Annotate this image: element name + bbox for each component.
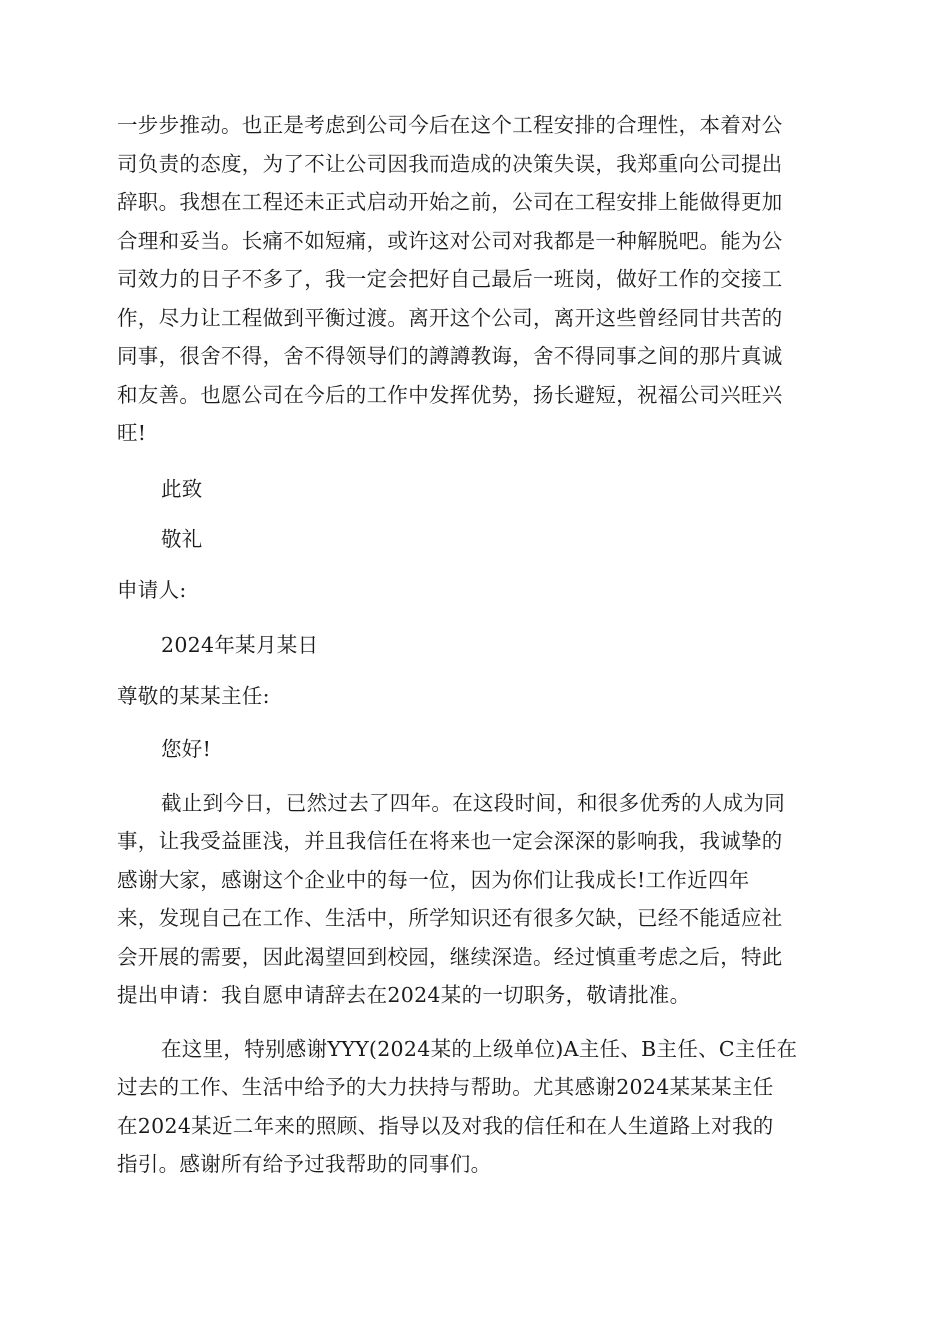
text-line: 司效力的日子不多了，我一定会把好自己最后一班岗，做好工作的交接工 bbox=[117, 267, 783, 291]
paragraph-reason bbox=[117, 784, 833, 1015]
letter-date: 2024年某月某日 bbox=[161, 633, 319, 657]
text-line: 和友善。也愿公司在今后的工作中发挥优势，扬长避短，祝福公司兴旺兴 bbox=[117, 382, 783, 407]
text-line: 辞职。我想在工程还未正式启动开始之前，公司在工程安排上能做得更加 bbox=[117, 190, 783, 214]
paragraph-resignation-continuation bbox=[117, 106, 833, 453]
text-line: 感谢大家，感谢这个企业中的每一位，因为你们让我成长!工作近四年 bbox=[117, 867, 750, 892]
letter-greeting: 您好! bbox=[161, 737, 212, 761]
text-line: 同事，很舍不得，舍不得领导们的譐譐教诲，舍不得同事之间的那片真诚 bbox=[117, 344, 783, 368]
text-line: 指引。感谢所有给予过我帮助的同事们。 bbox=[117, 1152, 492, 1176]
closing-regards: 此致 bbox=[161, 476, 203, 501]
text-line: 在这里，特别感谢YYY(2024某的上级单位)A主任、B主任、C主任在 bbox=[161, 1036, 798, 1061]
text-line: 作，尽力让工程做到平衡过渡。离开这个公司，离开这些曾经同甘共苦的 bbox=[117, 305, 783, 330]
text-line: 来，发现自己在工作、生活中，所学知识还有很多欠缺，已经不能适应社 bbox=[117, 906, 783, 930]
text-line: 在2024某近二年来的照顾、指导以及对我的信任和在人生道路上对我的 bbox=[117, 1113, 774, 1138]
text-line: 截止到今日，已然过去了四年。在这段时间，和很多优秀的人成为同 bbox=[161, 790, 785, 815]
paragraph-thanks bbox=[117, 1030, 833, 1184]
closing-salute: 敬礼 bbox=[161, 527, 203, 551]
document-body bbox=[117, 106, 833, 1184]
text-line: 会开展的需要，因此渴望回到校园，继续深造。经过慎重考虑之后，特此 bbox=[117, 944, 783, 969]
applicant-label: 申请人: bbox=[117, 577, 187, 602]
text-line: 一步步推动。也正是考虑到公司今后在这个工程安排的合理性，本着对公 bbox=[117, 113, 783, 137]
text-line: 事，让我受益匪浅，并且我信任在将来也一定会深深的影响我，我诚挚的 bbox=[117, 829, 783, 853]
letter-salutation: 尊敬的某某主任: bbox=[117, 683, 270, 708]
text-line: 提出申请：我自愿申请辞去在2024某的一切职务，敬请批准。 bbox=[117, 983, 691, 1007]
text-line: 合理和妥当。长痛不如短痛，或许这对公司对我都是一种解脱吧。能为公 bbox=[117, 228, 783, 253]
text-line: 司负责的态度，为了不让公司因我而造成的决策失误，我郑重向公司提出 bbox=[117, 151, 783, 176]
text-line: 过去的工作、生活中给予的大力扶持与帮助。尤其感谢2024某某某主任 bbox=[117, 1075, 774, 1099]
text-line: 旺! bbox=[117, 421, 147, 445]
